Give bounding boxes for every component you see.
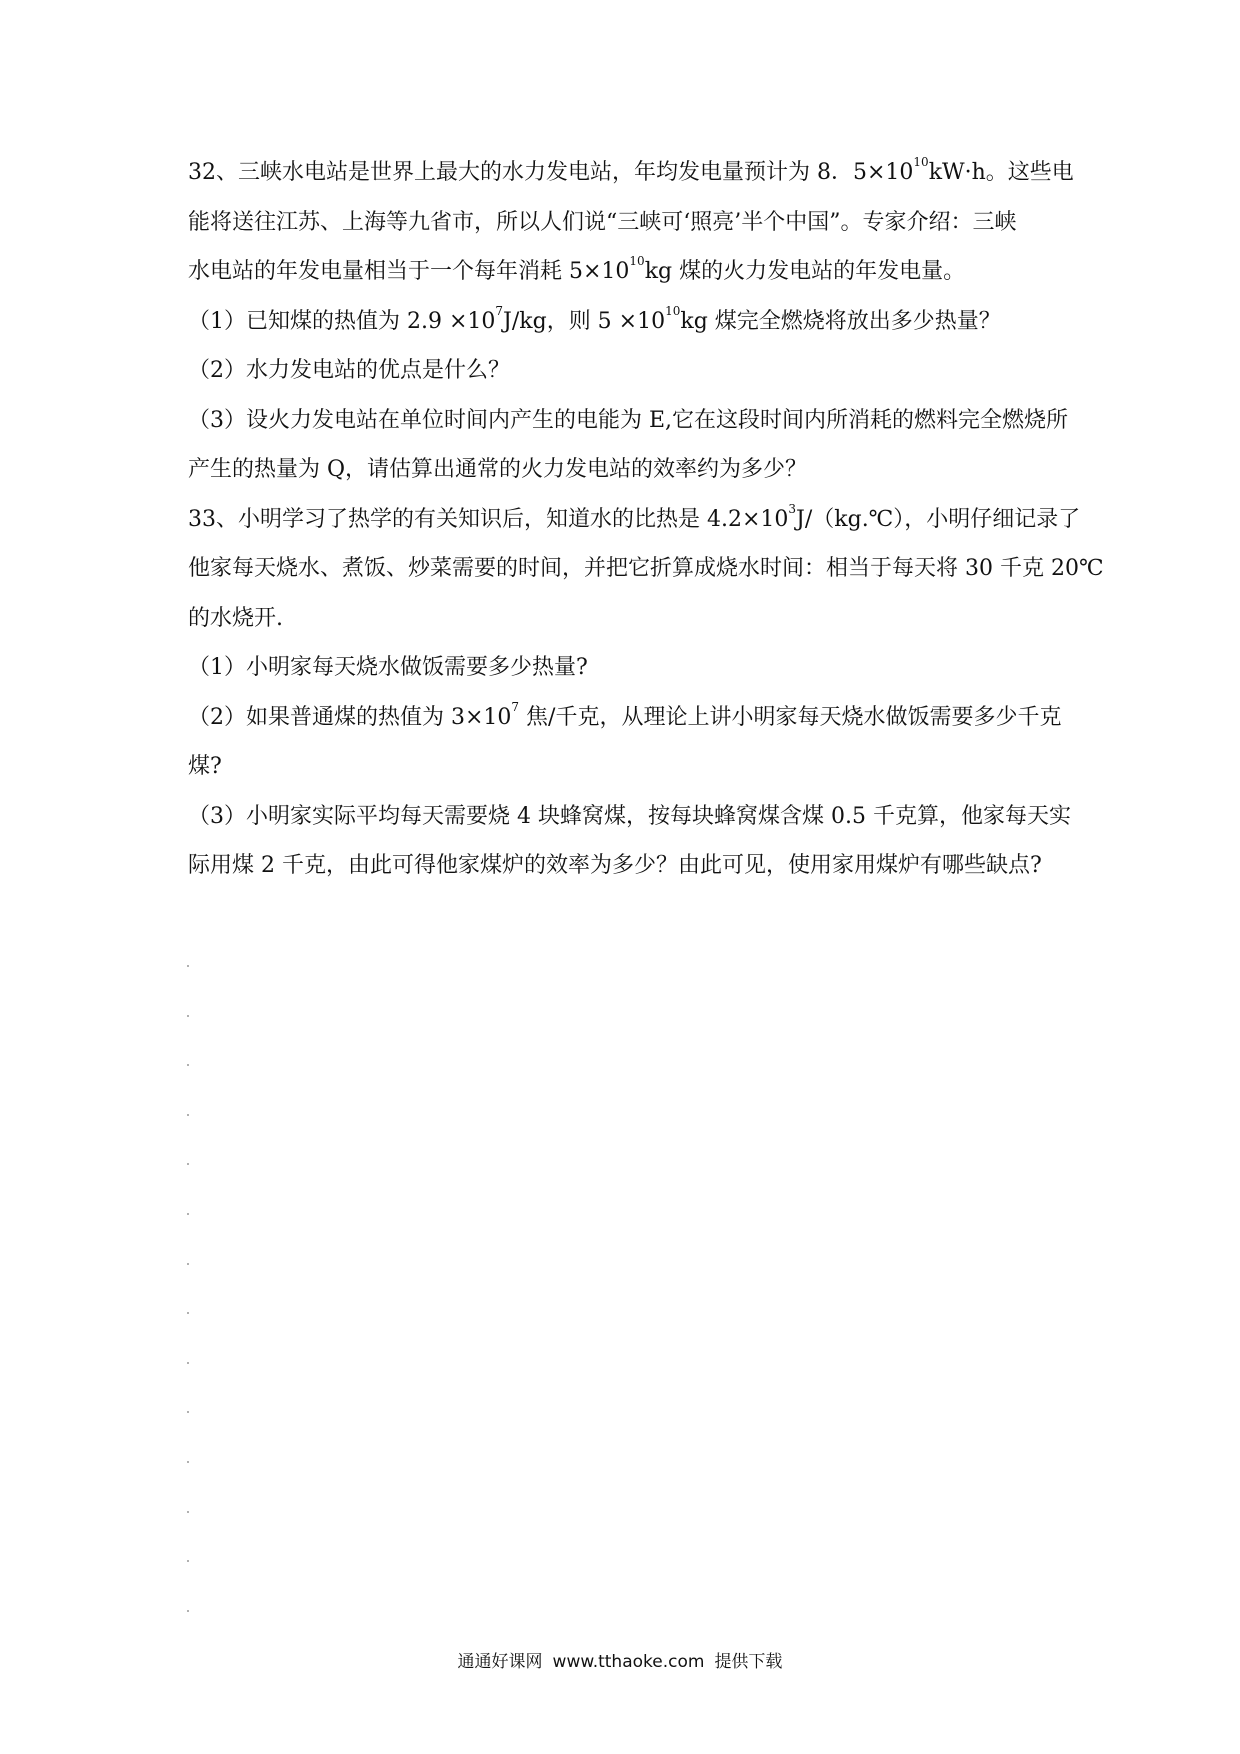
footer-action: 提供下载 [714, 1652, 783, 1672]
q33-part-2-line-2: 煤? [188, 754, 222, 779]
footer-url: www.tthaoke.com [552, 1652, 705, 1672]
line-marker [187, 1362, 189, 1364]
q33-line-2: 他家每天烧水、煮饭、炒菜需要的时间，并把它折算成烧水时间：相当于每天将 30 千克 20℃ [188, 556, 1104, 581]
document-body [188, 155, 1104, 901]
q32-part-1: （1）已知煤的热值为 $2.9 \times 10^7J/kg$，则 $5 \times 10^{10}kg$ 煤完全燃烧将放出多少热量？ [188, 303, 1001, 334]
q32-part-2: （2）水力发电站的优点是什么？ [188, 358, 510, 383]
line-marker [187, 1312, 189, 1314]
q33-part-1: （1）小明家每天烧水做饭需要多少热量? [188, 655, 588, 680]
q32-part-3-line-1: （3）设火力发电站在单位时间内产生的电能为 E,它在这段时间内所消耗的燃料完全燃烧所 [188, 407, 1069, 433]
q33-part-3-line-1: （3）小明家实际平均每天需要烧 4 块蜂窝煤，按每块蜂窝煤含煤 0.5 千克算，他家每天实 [188, 803, 1071, 829]
line-marker [187, 1560, 189, 1562]
line-marker [187, 1511, 189, 1513]
line-marker [187, 1263, 189, 1265]
empty-line-markers [187, 965, 189, 1659]
line-marker [187, 1610, 189, 1612]
q33-part-2-line-1: （2）如果普通煤的热值为 $3\times 10^7$ 焦/千克，从理论上讲小明家每天烧水做饭需要多少千克 [188, 699, 1062, 730]
footer-site-name: 通通好课网 [457, 1652, 543, 1672]
line-marker [187, 1064, 189, 1066]
q32-line-1: 32、三峡水电站是世界上最大的水力发电站，年均发电量预计为 8．$5\times 10^{10}kW\cdot h$。这些电 [188, 155, 1074, 185]
q32-line-3: 水电站的年发电量相当于一个每年消耗 $5\times 10^{10}kg$ 煤的火力发电站的年发电量。 [188, 254, 966, 284]
line-marker [187, 965, 189, 967]
q32-line-2: 能将送往江苏、上海等九省市，所以人们说“三峡可‘照亮’半个中国”。专家介绍：三峡 [188, 209, 1017, 235]
line-marker [187, 1015, 189, 1017]
q33-line-1: 33、小明学习了热学的有关知识后，知道水的比热是 $4.2\times 10^3J/(kg.℃)$，小明仔细记录了 [188, 501, 1081, 532]
q33-line-3: 的水烧开. [188, 605, 283, 631]
line-marker [187, 1163, 189, 1165]
line-marker [187, 1114, 189, 1116]
page-footer [0, 1651, 1240, 1673]
line-marker [187, 1461, 189, 1463]
line-marker [187, 1213, 189, 1215]
line-marker [187, 1411, 189, 1413]
q33-part-3-line-2: 际用煤 2 千克，由此可得他家煤炉的效率为多少？由此可见，使用家用煤炉有哪些缺点? [188, 853, 1042, 878]
q32-part-3-line-2: 产生的热量为 Q，请估算出通常的火力发电站的效率约为多少？ [188, 457, 808, 482]
